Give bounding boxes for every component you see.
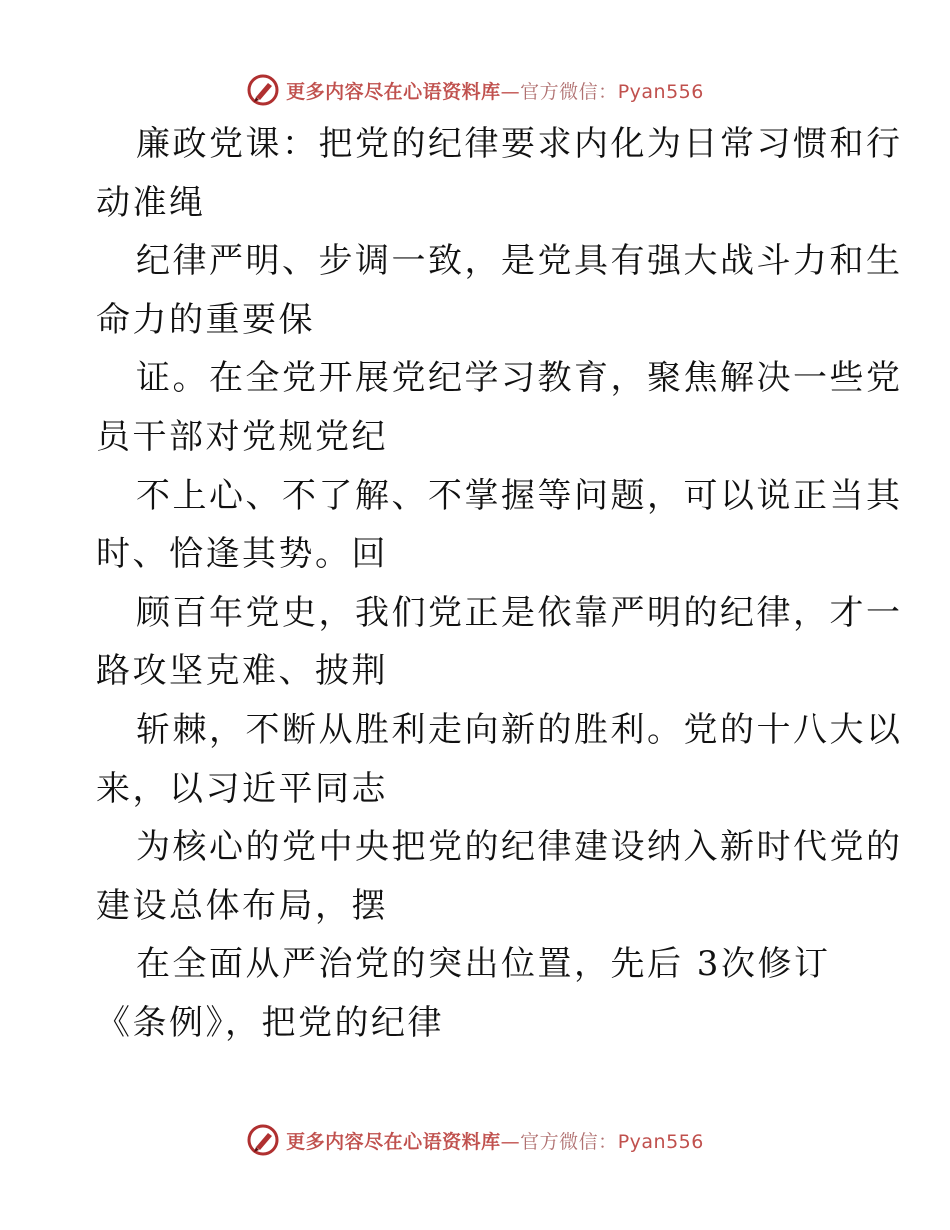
banner-wechat-id: Pyan556 xyxy=(617,80,704,103)
text-line: 路攻坚克难、披荆 xyxy=(96,651,388,692)
banner-text xyxy=(286,1127,704,1154)
banner-dash: — xyxy=(500,80,521,103)
text-line: 纪律严明、步调一致，是党具有强大战斗力和生 xyxy=(136,241,903,282)
text-line: 廉政党课：把党的纪律要求内化为日常习惯和行 xyxy=(136,124,903,164)
text-line: 建设总体布局，摆 xyxy=(96,885,388,926)
banner-main-text: 更多内容尽在心语资料库 xyxy=(286,80,501,103)
text-line: 来，以习近平同志 xyxy=(96,768,388,809)
banner-text xyxy=(286,77,704,104)
text-line: 斩棘，不断从胜利走向新的胜利。党的十八大以 xyxy=(136,709,903,750)
text-line: 不上心、不了解、不掌握等问题，可以说正当其 xyxy=(136,475,903,516)
document-body xyxy=(96,115,903,1053)
banner-dash: — xyxy=(500,1130,521,1153)
header-banner xyxy=(0,70,950,110)
text-line: 员干部对党规党纪 xyxy=(96,416,388,457)
text-line: 证。在全党开展党纪学习教育，聚焦解决一些党 xyxy=(136,358,903,399)
text-line: 为核心的党中央把党的纪律建设纳入新时代党的 xyxy=(136,827,903,868)
pen-logo-icon xyxy=(246,1123,280,1157)
text-line: 命力的重要保 xyxy=(96,299,315,340)
banner-wechat-id: Pyan556 xyxy=(617,1130,704,1153)
banner-label: 官方微信： xyxy=(520,80,618,103)
text-line: 时、恰逢其势。回 xyxy=(96,534,388,575)
text-line: 《条例》，把党的纪律 xyxy=(96,1002,444,1043)
banner-main-text: 更多内容尽在心语资料库 xyxy=(286,1130,501,1153)
footer-banner xyxy=(0,1120,950,1160)
text-line: 顾百年党史，我们党正是依靠严明的纪律，才一 xyxy=(136,592,903,633)
text-line: 动准绳 xyxy=(96,182,206,223)
text-line: 在全面从严治党的突出位置，先后 3次修订 xyxy=(136,944,831,985)
banner-label: 官方微信： xyxy=(520,1130,618,1153)
pen-logo-icon xyxy=(246,73,280,107)
